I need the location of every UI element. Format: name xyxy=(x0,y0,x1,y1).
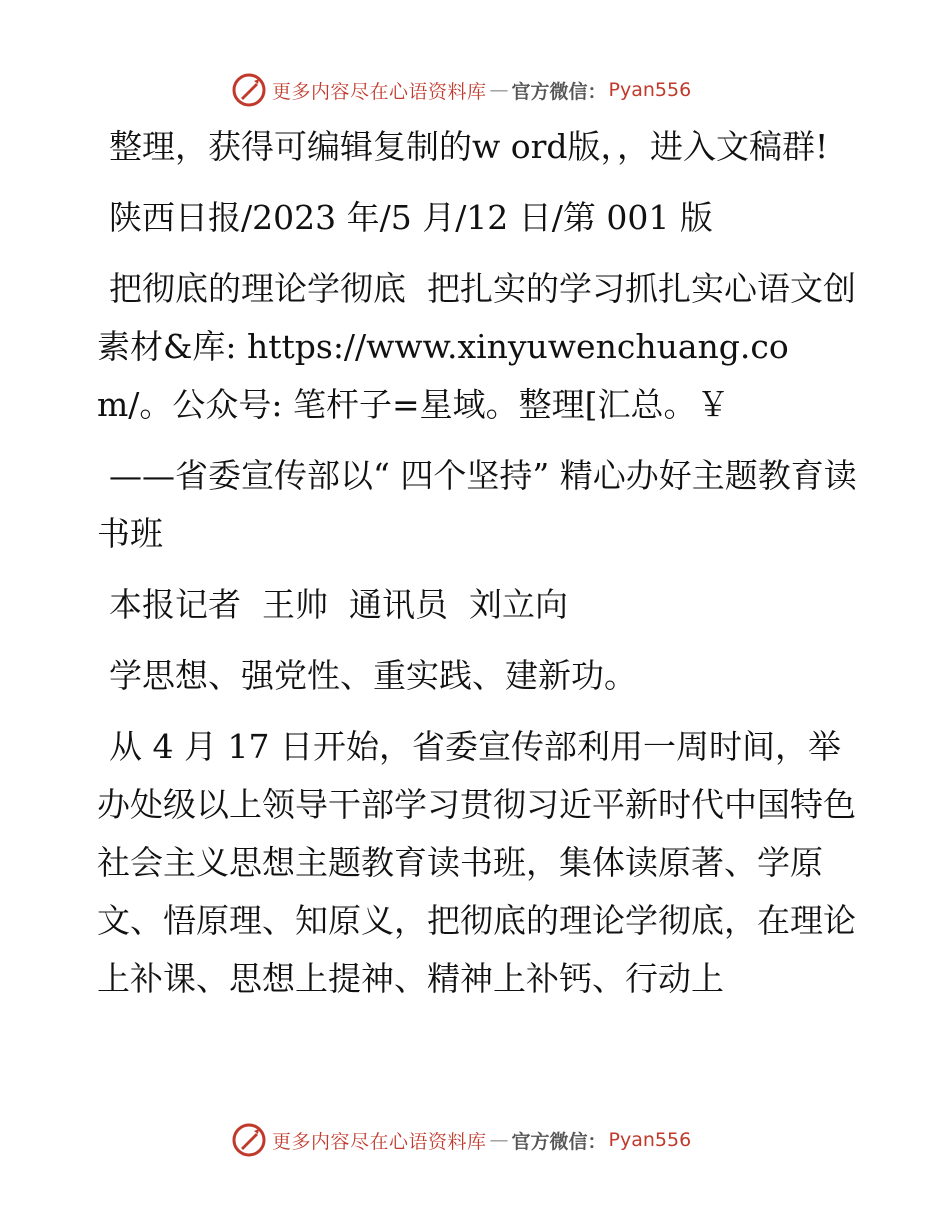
paragraph-intro: 整理，获得可编辑复制的w ord版，，进入文稿群! xyxy=(109,127,829,166)
quill-seal-icon xyxy=(232,1123,266,1157)
paragraph-byline: 本报记者 王帅 通讯员 刘立向 xyxy=(109,585,568,624)
paragraph-body: 从 4 月 17 日开始，省委宣传部利用一周时间，举办处级以上领导干部学习贯彻习近平新时代中国特色社会主义思想主题教育读书班，集体读原著、学原文、悟原理、知原义，把彻底的理论学彻底，在理论上补课、思想上提神、精神上补钙、行动上 xyxy=(97,727,856,998)
header-watermark xyxy=(232,72,691,108)
paragraph-subtitle: ——省委宣传部以“ 四个坚持” 精心办好主题教育读书班 xyxy=(97,456,857,553)
quill-seal-icon xyxy=(232,73,266,107)
paragraph-headline: 把彻底的理论学彻底 把扎实的学习抓扎实心语文创素材&库: https://www.xinyuwenchuang.com/。公众号: 笔杆子=星域。整理[汇总。￥ xyxy=(97,269,856,424)
watermark-label: 官方微信： xyxy=(511,80,607,103)
watermark-separator: — xyxy=(489,79,509,101)
document-body xyxy=(97,118,857,1021)
watermark-separator: — xyxy=(489,1129,509,1151)
footer-watermark xyxy=(232,1122,691,1158)
watermark-label: 官方微信： xyxy=(511,1130,607,1153)
watermark-id: Pyan556 xyxy=(608,1129,692,1151)
watermark-text: 更多内容尽在心语资料库 xyxy=(272,80,487,103)
paragraph-source: 陕西日报/2023 年/5 月/12 日/第 001 版 xyxy=(109,198,713,237)
paragraph-slogan: 学思想、强党性、重实践、建新功。 xyxy=(109,656,637,695)
watermark-id: Pyan556 xyxy=(608,79,692,101)
watermark-text: 更多内容尽在心语资料库 xyxy=(272,1130,487,1153)
